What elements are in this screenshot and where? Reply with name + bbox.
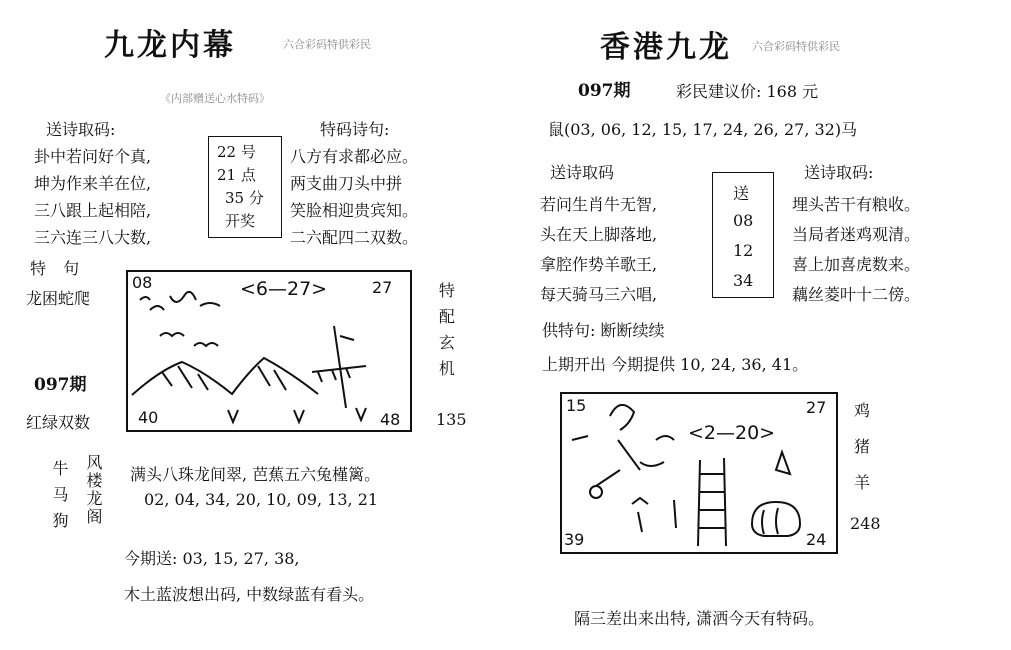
left-animal-1: 牛 (50, 460, 69, 486)
right-issue: 097期 (578, 81, 631, 101)
right-box-line-2: 08 (733, 211, 754, 230)
left-note: 《内部赠送心水特码》 (160, 92, 270, 105)
left-poem-line-2: 两支曲刀头中拼 (290, 174, 403, 193)
left-box-line-2: 21 点 (217, 166, 256, 184)
left-teju-label: 特 句 (30, 259, 86, 278)
left-drawing-br: 48 (380, 410, 401, 429)
left-box-line-1: 22 号 (217, 143, 256, 161)
right-sts-left-header: 送诗取码 (550, 163, 615, 182)
right-shu-line: 鼠(03, 06, 12, 15, 17, 24, 26, 27, 32)马 (548, 120, 858, 139)
right-sketch-basket (752, 502, 800, 536)
right-drawing-tr: 27 (806, 398, 827, 417)
right-side-animal-3: 羊 (854, 473, 871, 492)
right-gongte: 供特句: 断断续续 (542, 321, 665, 340)
right-drawing-bl: 39 (564, 530, 585, 549)
left-sts-line-2: 坤为作来羊在位, (34, 174, 152, 193)
left-side-vertical-text: 特配玄机 (436, 282, 456, 386)
right-side-animal-2: 猪 (854, 437, 871, 456)
right-price: 彩民建议价: 168 元 (676, 82, 819, 101)
right-title: 香港九龙 (600, 30, 732, 65)
left-poem-line-1: 八方有求都必应。 (290, 147, 419, 166)
right-sts-left-3: 拿腔作势羊歌王, (540, 255, 658, 274)
right-bottom-verse: 隔三差出来出特, 潇洒今天有特码。 (574, 609, 825, 628)
left-title: 九龙内幕 (104, 28, 236, 63)
right-sts-right-header: 送诗取码: (804, 163, 874, 182)
left-sts-line-4: 三六连三八大数, (34, 228, 152, 247)
left-drawing-tr: 27 (372, 278, 393, 297)
right-sts-right-2: 当局者迷鸡观清。 (792, 225, 921, 244)
left-tail-verse: 木土蓝波想出码, 中数绿蓝有看头。 (124, 585, 375, 604)
right-sts-left-1: 若问生肖牛无智, (540, 195, 658, 214)
right-side-num: 248 (850, 514, 881, 533)
right-box-line-3: 12 (733, 241, 754, 260)
right-drawing-range: <2—20> (688, 422, 776, 444)
left-box-line-3: 35 分 (225, 189, 264, 207)
right-sts-right-4: 藕丝菱叶十二傍。 (792, 285, 921, 304)
right-drawing-br: 24 (806, 530, 827, 549)
right-sts-right-3: 喜上加喜虎数来。 (792, 255, 921, 274)
right-sketch-figure (572, 405, 674, 486)
left-animal-2: 马 (50, 486, 69, 512)
left-poem-line-4: 二六配四二双数。 (290, 228, 419, 247)
right-sketch-triangle (776, 452, 790, 474)
right-drawing-tl: 15 (566, 396, 587, 415)
right-side-animal-1: 鸡 (854, 401, 871, 420)
right-subtitle: 六合彩码特供彩民 (752, 40, 840, 53)
right-sts-right-1: 埋头苦干有粮收。 (792, 195, 921, 214)
right-box-line-1: 送 (733, 184, 750, 203)
left-animal-3: 狗 (50, 512, 69, 538)
left-sts-line-3: 三八跟上起相陪, (34, 201, 152, 220)
left-hong-lv: 红绿双数 (26, 413, 91, 432)
left-side-num: 135 (436, 410, 467, 429)
left-box-line-4: 开奖 (225, 212, 256, 230)
left-sts-line-1: 卦中若问好个真, (34, 147, 152, 166)
right-sketch-ladder (698, 458, 726, 546)
left-drawing-tl: 08 (132, 273, 153, 292)
left-verse: 满头八珠龙间翠, 芭蕉五六兔槿篱。 (130, 465, 381, 484)
left-drawing-range: <6—27> (240, 278, 328, 300)
left-subtitle: 六合彩码特供彩民 (283, 38, 371, 51)
left-teju-value: 龙困蛇爬 (26, 289, 91, 308)
left-poem-header: 特码诗句: (320, 120, 390, 139)
left-issue: 097期 (34, 375, 87, 395)
left-feng-lou: 风楼龙阁 (84, 454, 103, 526)
right-box-line-4: 34 (733, 271, 754, 290)
left-sts-header: 送诗取码: (46, 120, 116, 139)
left-nums-line: 02, 04, 34, 20, 10, 09, 13, 21 (144, 490, 379, 509)
right-sts-left-4: 每天骑马三六唱, (540, 285, 658, 304)
right-sts-left-2: 头在天上脚落地, (540, 225, 658, 244)
left-drawing-bl: 40 (138, 408, 159, 427)
left-poem-line-3: 笑脸相迎贵宾知。 (290, 201, 419, 220)
right-sketch-dot (590, 486, 602, 498)
left-today-send: 今期送: 03, 15, 27, 38, (124, 549, 300, 568)
right-sketch-marks (632, 498, 676, 532)
right-last-line: 上期开出 今期提供 10, 24, 36, 41。 (542, 355, 809, 374)
